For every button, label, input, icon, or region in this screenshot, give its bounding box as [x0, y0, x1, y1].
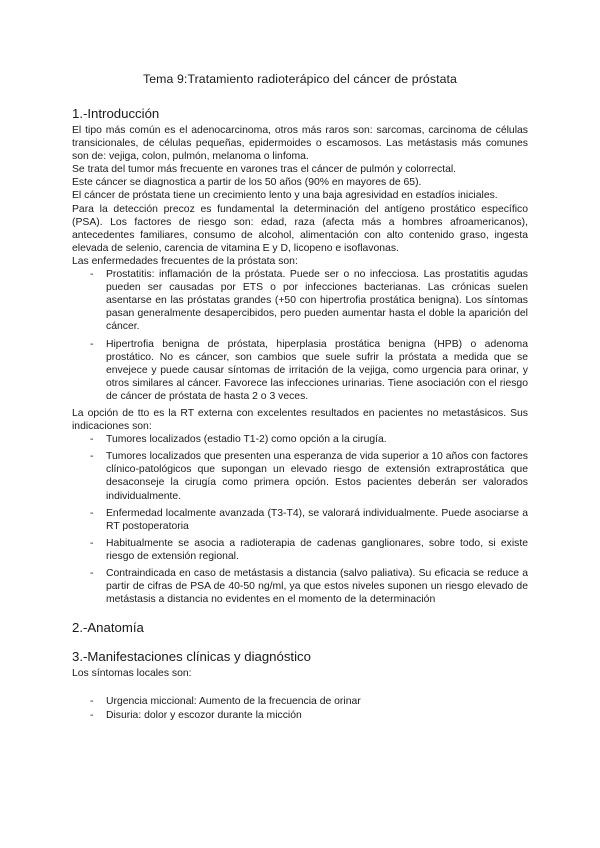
list-item-text: Prostatitis: inflamación de la próstata. Puede ser o no infecciosa. Las prostatitis agudas pueden ser causadas por ETS o por infecciones bacterianas. Las crónicas suelen asentarse en las próstatas grandes (+50 con hipertrofia prostática benigna). Los síntomas pasan generalmente desapercibidos, pero pueden aumentar hasta el doble la aparición del cáncer. [106, 269, 528, 333]
paragraph: La opción de tto es la RT externa con excelentes resultados en pacientes no metastásicos. Sus indicaciones son: [72, 407, 528, 433]
paragraph: Este cáncer se diagnostica a partir de los 50 años (90% en mayores de 65). [72, 177, 422, 189]
list-item [72, 338, 528, 403]
list-item-text: Tumores localizados que presenten una esperanza de vida superior a 10 años con factores clínico-patológicos que supongan un elevado riesgo de extensión extraprostática que desaconseje la cirugía como primera opción. Estos pacientes deberán ser valorados individualmente. [106, 451, 528, 502]
list-item [72, 709, 528, 722]
bullet-dash: - [90, 710, 94, 722]
list-item [72, 268, 528, 333]
bullet-dash: - [90, 537, 94, 549]
section-heading-introduccion: 1.-Introducción [72, 106, 160, 121]
list-item-text: Hipertrofia benigna de próstata, hiperplasia prostática benigna (HPB) o adenoma prostático. No es cáncer, son cambios que suele sufrir la próstata a medida que se envejece y puede causar síntomas de irritación de la vejiga, como urgencia para orinar, y otros similares al cáncer. Favorece las infecciones urinarias. Tiene asociación con el riesgo de cáncer de próstata de hasta 2 o 3 veces. [106, 338, 528, 402]
list-item [72, 695, 528, 708]
bullet-dash: - [90, 451, 94, 463]
indications-list [72, 433, 528, 606]
blank-line [72, 680, 528, 695]
list-item-text: Urgencia miccional: Aumento de la frecuencia de orinar [106, 696, 361, 708]
section-heading-manifestaciones: 3.-Manifestaciones clínicas y diagnóstico [72, 649, 311, 665]
paragraph: Se trata del tumor más frecuente en varones tras el cáncer de pulmón y colorrectal. [72, 164, 457, 176]
paragraph: Para la detección precoz es fundamental la determinación del antígeno prostático específico (PSA). Los factores de riesgo son: edad, raza (afecta más a hombres afroamericanos), antecedentes familiares, consumo de alcohol, alimentación con alto contenido graso, ingesta elevada de selenio, carencia de vitamina E y D, licopeno e isoflavonas. [72, 203, 528, 254]
list-item-text: Tumores localizados (estadio T1-2) como opción a la cirugía. [106, 434, 387, 446]
section-heading-anatomia: 2.-Anatomía [72, 620, 144, 636]
diseases-list [72, 268, 528, 403]
list-item-text: Contraindicada en caso de metástasis a distancia (salvo paliativa). Su eficacia se reduce a partir de cifras de PSA de 40-50 ng/ml, ya que estos niveles suponen un riesgo elevado de metástasis a distancia no evidentes en el momento de la determinación [106, 568, 528, 606]
paragraph: El tipo más común es el adenocarcinoma, otros más raros son: sarcomas, carcinoma de células transicionales, de células pequeñas, epidermoides o escamosos. Las metástasis más comunes son de: vejiga, colon, pulmón, melanoma o linfoma. [72, 125, 528, 163]
list-item-text: Disuria: dolor y escozor durante la micción [106, 710, 302, 722]
bullet-dash: - [90, 338, 94, 350]
symptoms-list [72, 695, 528, 722]
document-title: Tema 9:Tratamiento radioterápico del cáncer de próstata [143, 72, 457, 86]
list-item [72, 537, 528, 563]
bullet-dash: - [90, 568, 94, 579]
list-item [72, 507, 528, 533]
list-item [72, 433, 528, 446]
paragraph: El cáncer de próstata tiene un crecimiento lento y una baja agresividad en estadíos iniciales. [72, 190, 498, 202]
bullet-dash: - [90, 434, 94, 446]
paragraph: Las enfermedades frecuentes de la próstata son: [72, 255, 298, 267]
bullet-dash: - [90, 696, 94, 708]
bullet-dash: - [90, 507, 94, 519]
list-item-text: Enfermedad localmente avanzada (T3-T4), se valorará individualmente. Puede asociarse a RT postoperatoria [106, 507, 528, 532]
list-item-text: Habitualmente se asocia a radioterapia de cadenas ganglionares, sobre todo, si existe riesgo de extensión regional. [106, 537, 528, 562]
paragraph: Los síntomas locales son: [72, 668, 192, 680]
list-item [72, 450, 528, 502]
list-item [72, 567, 528, 606]
bullet-dash: - [90, 269, 94, 281]
